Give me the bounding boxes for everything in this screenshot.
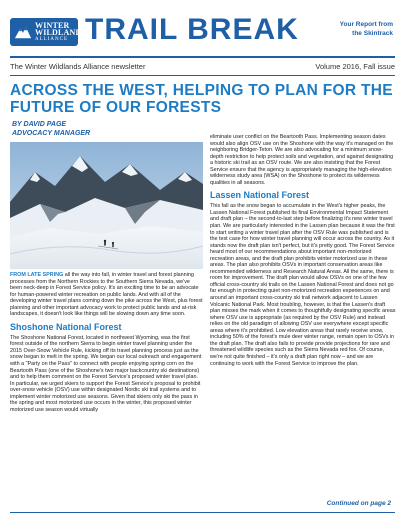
issue-rule (10, 75, 395, 76)
shoshone-paragraph: The Shoshone National Forest, located in northwest Wyoming, was the first forest outside of the northern Sierra to begin winter travel planning under the 2015 Over-Snow Vehicle Rule, kicking off its travel planning process just as the snow began to melt in the spring. We began our local outreach and engagement with a "Party on the Pass" to connect with people enjoying spring corn on the Beartooth Pass (one of the Shoshone's two major backcountry ski destinations) and to help them comment on the Forest Service's proposed winter travel plan. In particular, we urged skiers to support the Forest Service's proposal to prohibit over-snow vehicle (OSV) use within designated Nordic ski trail systems and to implement winter motorized use seasons. Given that skiers only ski the pass in the spring and most motorized use occurs in the winter, this proposed winter motorized use season would virtually (10, 334, 202, 413)
lead-in: FROM LATE SPRING (10, 272, 64, 278)
logo-line-1: WINTER (35, 20, 70, 30)
logo-line-3: ALLIANCE (35, 36, 68, 42)
newsletter-title: TRAIL BREAK (85, 13, 299, 46)
intro-text: all the way into fall, in winter travel and forest planning processes from the Northern Rockies to the Southern Sierra Nevada, we've been neck-deep in Forest Service policy. It's an exciting time to be an advocate for human-powered winter recreation on public lands. And with all of the developing winter travel plans coming down the pike across the West, plus forest planning and other important advocacy work to protect public lands and at-risk landscapes, it doesn't look like things will be slowing down any time soon. (10, 272, 203, 318)
article-headline: ACROSS THE WEST, HELPING TO PLAN FOR THE FUTURE OF OUR FORESTS (10, 82, 393, 116)
byline-title: ADVOCACY MANAGER (12, 130, 91, 137)
header-rule (10, 56, 395, 58)
logo-line-2: WILDLANDS (35, 27, 87, 37)
issue-label: Volume 2016, Fall issue (315, 62, 395, 71)
winter-wildlands-logo (10, 18, 87, 46)
newsletter-description: The Winter Wildlands Alliance newsletter (10, 62, 146, 71)
newsletter-tagline: Your Report from the Skintrack (339, 21, 393, 37)
right-column (210, 134, 396, 367)
shoshone-heading: Shoshone National Forest (10, 321, 122, 332)
byline-author: BY DAVID PAGE (12, 121, 67, 128)
continued-link[interactable]: Continued on page 2 (326, 500, 391, 507)
intro-paragraph (10, 272, 203, 318)
mountain-logo-icon (14, 23, 32, 41)
skiers-photo (10, 142, 203, 269)
footer-rule (10, 512, 395, 513)
left-column (10, 272, 203, 413)
byline (12, 120, 90, 138)
lassen-paragraph: This fall as the snow began to accumulate in the West's higher peaks, the Lassen National Forest published its final Environmental Impact Statement and draft plan – the second-to-last step before finalizing it's new winter travel plan. We are particularly interested in the Lassen plan because it was the first to start writing a winter travel plan after the OSV Rule was published and is the test case for how winter travel planning will occur across the country. As it stands now the draft plan isn't perfect, but it's pretty good. The Forest Service heard most of our recommendations about important non-motorized recreation areas, and the draft plan prohibits winter motorized use in these areas. The plan also prohibits OSVs in important conservation areas like recommended wilderness and Research Natural Areas. All the same, there is room for improvement. The draft plan would allow OSVs on one of the few official cross-country ski trails on the Lassen National Forest and does not go far enough in protecting quiet non-motorized recreation experiences on and around an important cross-country ski trail network adjacent to Lassen Volcanic National Park. Most troubling, however, is that the Lassen's draft plan misses the mark when it comes to thoughtfully designating specific areas where OSV use is appropriate (as required by the OSV Rule) and instead relies on the old paradigm of allowing OSV use everywhere except specific areas where it's prohibited. Low elevation areas that rarely receive snow, including 50% of the forest's mule deer winter range, remain open to OSVs in the draft plan. The draft also fails to provide provide projections for rare and threatened wildlife species such as the Sierra Nevada red fox. Of course, we're not quite finished – it's only a draft plan right now – and we are continuing to work with the Forest Service to improve the plan. (210, 203, 396, 367)
lassen-heading: Lassen National Forest (210, 190, 310, 201)
shoshone-continued-paragraph: eliminate user conflict on the Beartooth Pass. Implementing season dates would also align OSV use on the Shoshone with the way it's managed on the neighboring Bridger-Teton. We are also advocating for a minimum snow-depth restriction to help protect soils and vegetation, and against designating a historic ski trail as an OSV route. We are also insisting that the Forest Service ensure that the agency is appropriately managing the high-elevation wilderness study area (WSA) on the Shoshone to protect its wilderness qualities in all seasons. (210, 134, 394, 186)
